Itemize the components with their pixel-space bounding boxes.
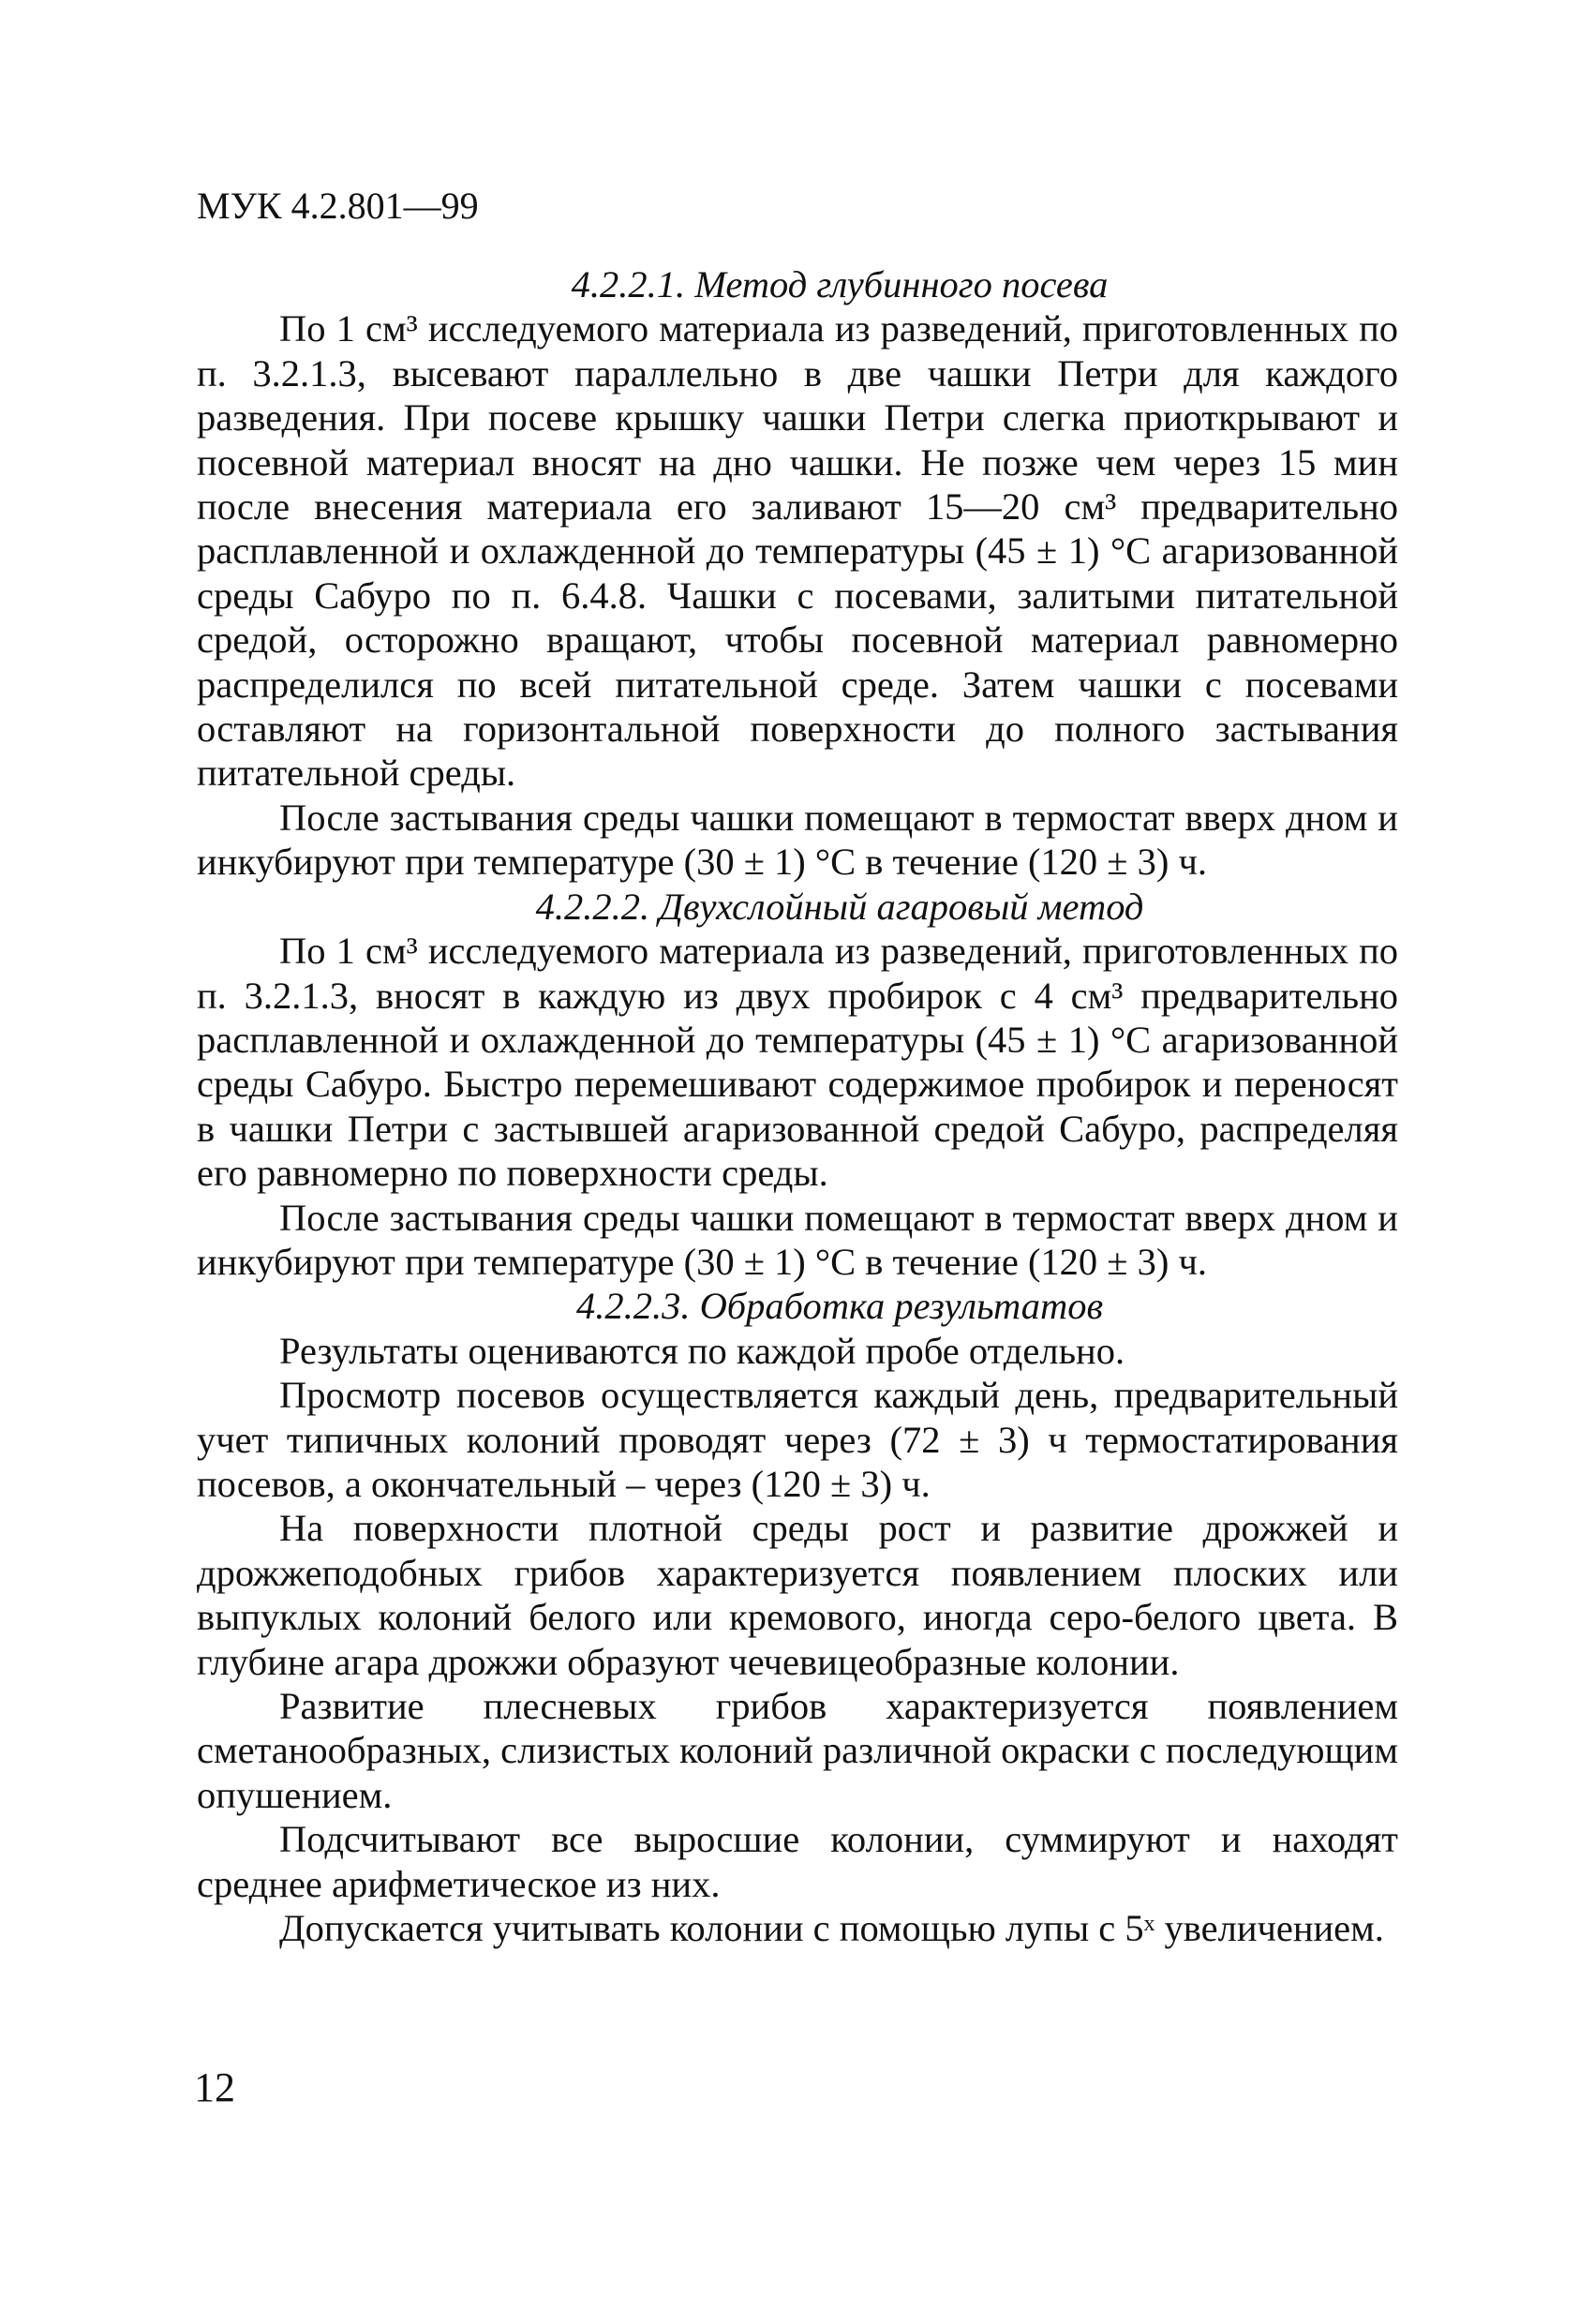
page-number: 12 [194, 2064, 235, 2110]
section-heading: 4.2.2.1. Метод глубинного посева [571, 263, 1109, 305]
paragraph: По 1 см³ исследуемого материала из разведений, приготовленных по п. 3.2.1.3, высевают параллельно в две чашки Петри для каждого разведения. При посеве крышку чашки Петри слегка приоткрывают и посевной материал вносят на дно чашки. Не позже чем через 15 мин после внесения материала его заливают 15—20 см³ предварительно расплавленной и охлажденной до температуры (45 ± 1) °С агаризованной среды Сабуро по п. 6.4.8. Чашки с посевами, залитыми питательной средой, осторожно вращают, чтобы посевной материал равномерно распределился по всей питательной среде. Затем чашки с посевами оставляют на горизонтальной поверхности до полного застывания питательной среды. [197, 307, 1398, 795]
paragraph: Подсчитывают все выросшие колонии, суммируют и находят среднее арифметическое из них. [197, 1818, 1398, 1905]
document-body [197, 262, 1398, 1950]
paragraph: По 1 см³ исследуемого материала из разведений, приготовленных по п. 3.2.1.3, вносят в каждую из двух пробирок с 4 см³ предварительно расплавленной и охлажденной до температуры (45 ± 1) °С агаризованной среды Сабуро. Быстро перемешивают содержимое пробирок и переносят в чашки Петри с застывшей агаризованной средой Сабуро, распределяя его равномерно по поверхности среды. [197, 930, 1398, 1195]
section-heading: 4.2.2.2. Двухслойный агаровый метод [535, 885, 1144, 928]
paragraph: Просмотр посевов осуществляется каждый день, предварительный учет типичных колоний проводят через (72 ± 3) ч термостатирования посевов, а окончательный – через (120 ± 3) ч. [197, 1374, 1398, 1505]
paragraph: Результаты оцениваются по каждой пробе отдельно. [279, 1329, 1125, 1372]
paragraph: После застывания среды чашки помещают в термостат вверх дном и инкубируют при температуре (30 ± 1) °С в течение (120 ± 3) ч. [197, 796, 1398, 884]
paragraph: Допускается учитывать колонии с помощью лупы с 5ˣ увеличением. [279, 1907, 1384, 1950]
paragraph: Развитие плесневых грибов характеризуется появлением сметанообразных, слизистых колоний различной окраски с последующим опушением. [197, 1685, 1398, 1816]
section-heading: 4.2.2.3. Обработка результатов [575, 1285, 1104, 1328]
paragraph: После застывания среды чашки помещают в термостат вверх дном и инкубируют при температуре (30 ± 1) °С в течение (120 ± 3) ч. [197, 1196, 1398, 1283]
paragraph: На поверхности плотной среды рост и развитие дрожжей и дрожжеподобных грибов характеризуется появлением плоских или выпуклых колоний белого или кремового, иногда серо-белого цвета. В глубине агара дрожжи образуют чечевицеобразные колонии. [197, 1507, 1398, 1683]
document-header: МУК 4.2.801—99 [197, 185, 479, 227]
